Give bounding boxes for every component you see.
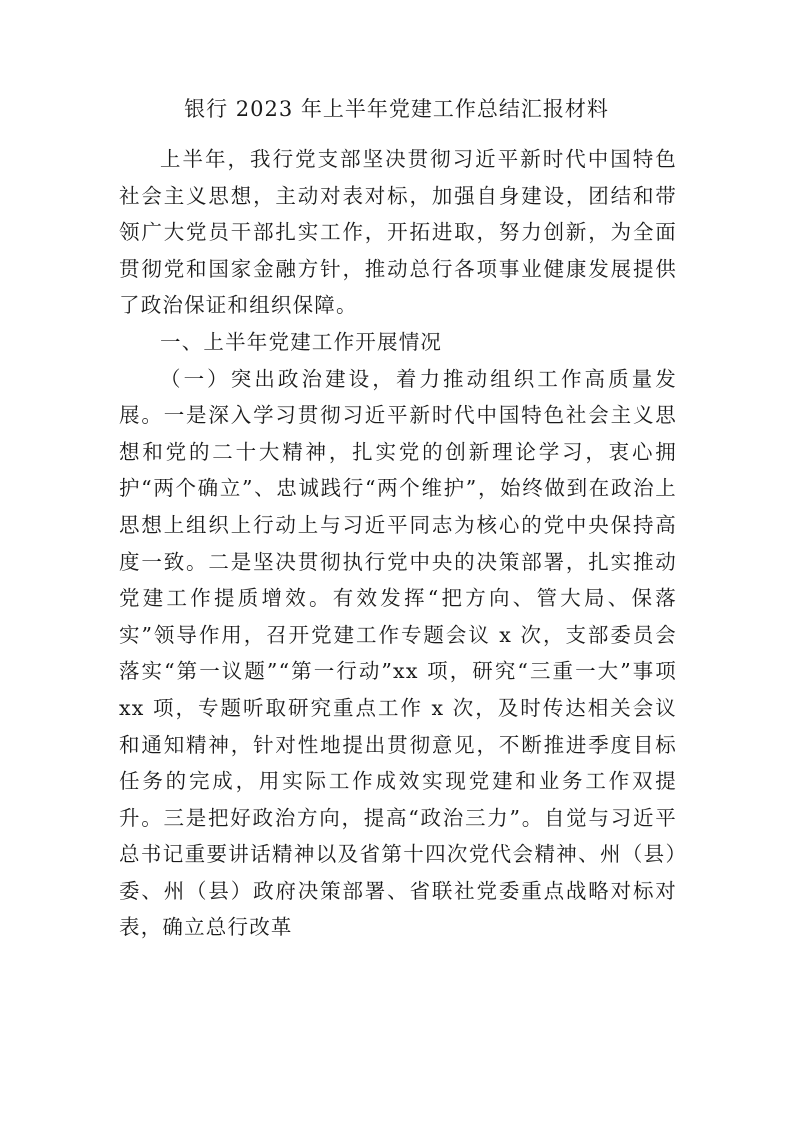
section-paragraph: （一）突出政治建设，着力推动组织工作高质量发展。一是深入学习贯彻习近平新时代中国特色社会主义思想和党的二十大精神，扎实党的创新理论学习，衷心拥护“两个确立”、忠诚践行“两个维护”，始终做到在政治上思想上组织上行动上与习近平同志为核心的党中央保持高度一致。二是坚决贯彻执行党中央的决策部署，扎实推动党建工作提质增效。有效发挥“把方向、管大局、保落实”领导作用，召开党建工作专题会议 x 次，支部委员会落实“第一议题”“第一行动”xx 项，研究“三重一大”事项 xx 项，专题听取研究重点工作 x 次，及时传达相关会议和通知精神，针对性地提出贯彻意见，不断推进季度目标任务的完成，用实际工作成效实现党建和业务工作双提升。三是把好政治方向，提高“政治三力”。自觉与习近平总书记重要讲话精神以及省第十四次党代会精神、州（县）委、州（县）政府决策部署、省联社党委重点战略对标对表，确立总行改革 [119,366,677,940]
document-title: 银行 2023 年上半年党建工作总结汇报材料 [184,97,609,121]
intro-paragraph: 上半年，我行党支部坚决贯彻习近平新时代中国特色社会主义思想，主动对表对标，加强自身建设，团结和带领广大党员干部扎实工作，开拓进取，努力创新，为全面贯彻党和国家金融方针，推动总行各项事业健康发展提供了政治保证和组织保障。 [119,147,677,318]
document-body [119,141,677,946]
section-heading: 一、上半年党建工作开展情况 [160,329,443,354]
